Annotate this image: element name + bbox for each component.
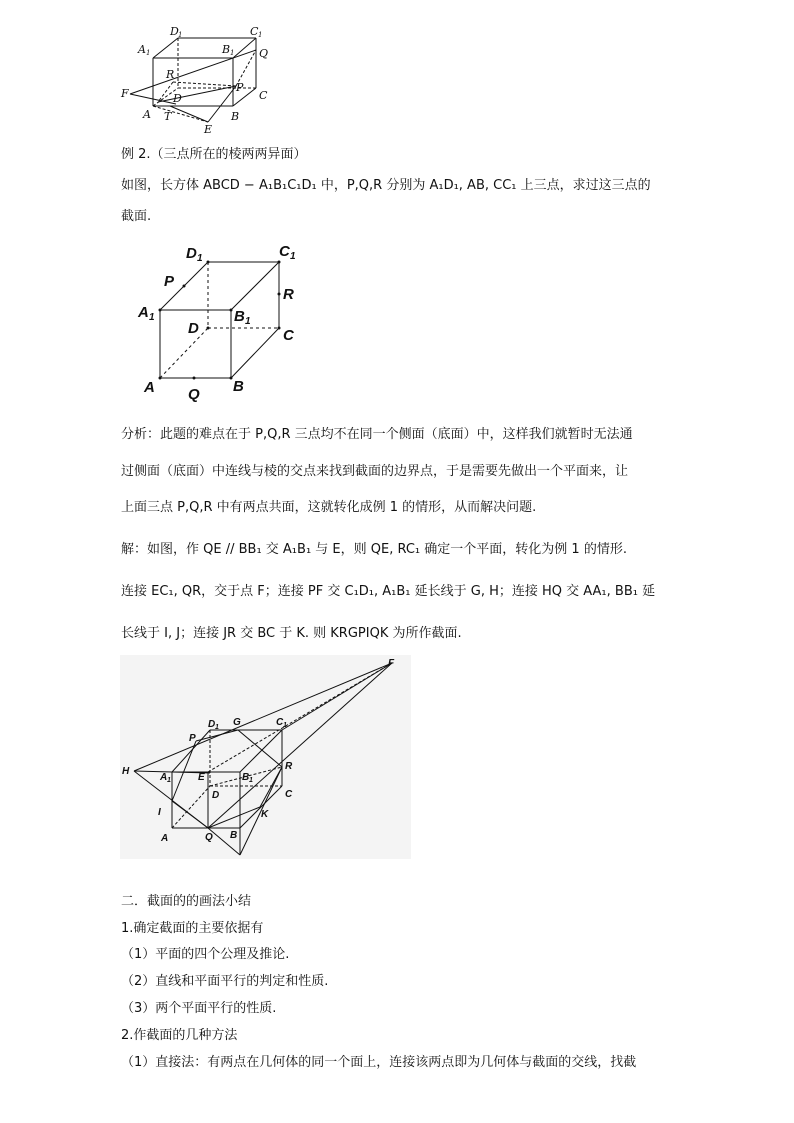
label-b1: B (234, 308, 245, 325)
summary-section-2: 2.作截面的几种方法 (121, 1028, 238, 1043)
label-a1: A (138, 43, 146, 56)
label-c: C (283, 327, 294, 344)
label-a1-sub: 1 (149, 312, 155, 323)
solution-line-3: 长线于 I, J；连接 JR 交 BC 于 K. 则 KRGPIQK 为所作截面. (121, 626, 462, 641)
summary-item-2-1: （1）直接法：有两点在几何体的同一个面上，连接该两点即为几何体与截面的交线，找截 (121, 1055, 637, 1070)
label-c1-sub: 1 (258, 31, 263, 39)
example-2-heading: 例 2.（三点所在的棱两两异面） (121, 147, 307, 162)
solution-line-1: 解：如图，作 QE // BB₁ 交 A₁B₁ 与 E，则 QE, RC₁ 确定一个平面，转化为例 1 的情形. (121, 542, 627, 557)
label-c1: C (276, 717, 284, 728)
label-d1: D (186, 245, 197, 262)
figure-2-cuboid (134, 236, 314, 408)
label-q: Q (188, 386, 200, 403)
label-r: R (166, 68, 175, 81)
label-a: A (144, 379, 155, 396)
figure-3-section-construction (120, 655, 411, 859)
label-d: D (173, 92, 182, 105)
label-g: G (233, 717, 241, 728)
label-f: F (388, 658, 395, 669)
label-d1-sub: 1 (215, 724, 219, 731)
label-b: B (233, 378, 244, 395)
summary-item-1-2: （2）直线和平面平行的判定和性质. (121, 974, 329, 989)
label-c1-sub: 1 (283, 722, 287, 729)
label-c1: C (279, 243, 290, 260)
analysis-line-1: 分析：此题的难点在于 P,Q,R 三点均不在同一个侧面（底面）中，这样我们就暂时无法通 (121, 427, 633, 442)
label-b1: B (242, 772, 250, 783)
label-b1-sub: 1 (245, 316, 251, 327)
label-r: R (283, 286, 294, 303)
label-d1-sub: 1 (197, 253, 203, 264)
label-p: P (164, 273, 175, 290)
example-2-problem-cont: 截面. (121, 209, 152, 224)
label-e: E (204, 123, 213, 136)
label-a1-sub: 1 (146, 49, 151, 57)
summary-title: 二．截面的的画法小结 (121, 894, 252, 909)
label-f: F (121, 87, 129, 100)
label-d: D (212, 790, 220, 801)
label-i: I (158, 807, 161, 818)
label-a1-sub: 1 (167, 777, 171, 784)
figure-1-cuboid-section (118, 20, 278, 140)
summary-item-1-1: （1）平面的四个公理及推论. (121, 947, 290, 962)
label-p: P (236, 81, 244, 94)
label-r: R (285, 761, 293, 772)
label-b1-sub: 1 (230, 49, 235, 57)
analysis-line-3: 上面三点 P,Q,R 中有两点共面，这就转化成例 1 的情形，从而解决问题. (121, 500, 537, 515)
label-a: A (161, 833, 169, 844)
label-k: K (261, 809, 269, 820)
label-b: B (231, 110, 240, 123)
label-b1: B (222, 43, 231, 56)
summary-item-1-3: （3）两个平面平行的性质. (121, 1001, 277, 1016)
label-e: E (198, 772, 205, 783)
summary-section-1: 1.确定截面的主要依据有 (121, 921, 264, 936)
label-c: C (259, 89, 268, 102)
label-d1-sub: 1 (178, 31, 183, 39)
label-q: Q (259, 47, 269, 60)
label-d1: D (208, 719, 216, 730)
solution-line-2: 连接 EC₁, QR，交于点 F；连接 PF 交 C₁D₁, A₁B₁ 延长线于 G, H；连接 HQ 交 AA₁, BB₁ 延 (121, 584, 656, 599)
label-a1: A (160, 772, 168, 783)
label-d: D (188, 320, 199, 337)
analysis-line-2: 过侧面（底面）中连线与棱的交点来找到截面的边界点，于是需要先做出一个平面来，让 (121, 464, 629, 479)
label-p: P (189, 733, 196, 744)
label-q: Q (205, 832, 213, 843)
label-a1: A (138, 304, 149, 321)
example-2-problem: 如图，长方体 ABCD − A₁B₁C₁D₁ 中，P,Q,R 分别为 A₁D₁, AB, CC₁ 上三点，求过这三点的 (121, 178, 651, 193)
label-a: A (143, 108, 151, 121)
label-c1-sub: 1 (290, 251, 296, 262)
label-c1: C (250, 25, 259, 38)
label-t: T (164, 110, 172, 123)
label-c: C (285, 789, 293, 800)
label-d1: D (170, 25, 179, 38)
label-h: H (122, 766, 130, 777)
label-b: B (230, 830, 238, 841)
label-b1-sub: 1 (249, 777, 253, 784)
